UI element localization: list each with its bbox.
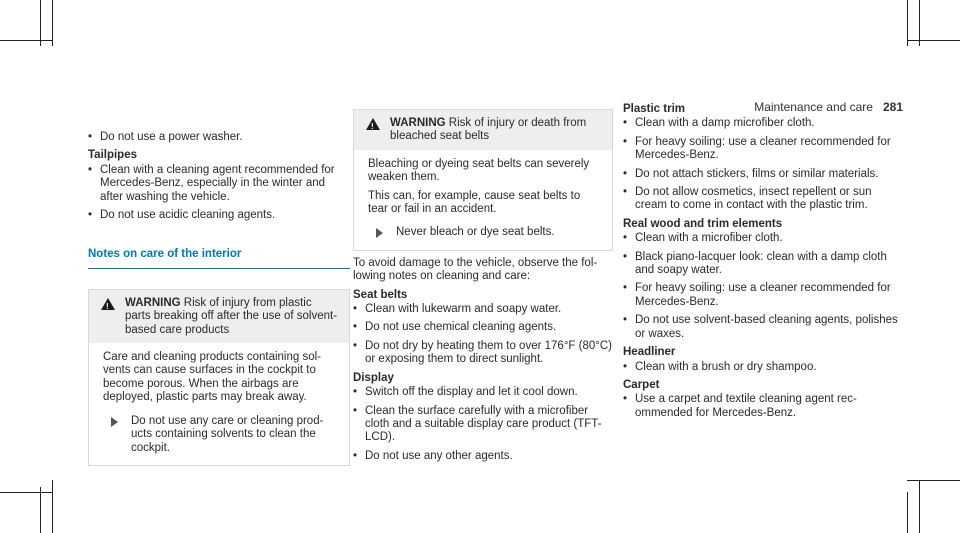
tailpipes-list <box>88 164 350 223</box>
warning-label: WARNING <box>125 296 181 309</box>
list-item: • Switch off the display and let it cool down. <box>353 386 613 399</box>
arrow-right-icon <box>111 417 118 427</box>
list-item: • Black piano-lacquer look: clean with a damp cloth and soapy water. <box>623 251 903 278</box>
warning-label: WARNING <box>390 117 446 129</box>
warning-header <box>354 110 612 150</box>
list-item: • Clean with a microfiber cloth. <box>623 232 903 245</box>
header-title: Maintenance and care <box>754 100 873 114</box>
list-item: • Do not allow cosmetics, insect repellent or sun cream to come in contact with the plastic trim. <box>623 186 903 213</box>
warning-text: This can, for example, cause seat belts to tear or fail in an accident. <box>368 189 581 216</box>
carpet-list <box>623 393 903 420</box>
column-1 <box>88 131 350 466</box>
wood-trim-list <box>623 232 903 341</box>
warning-title: Risk of injury from plastic parts breaking off after the use of solvent-based care products <box>125 296 338 336</box>
list-item: • Clean with a damp microfiber cloth. <box>623 117 903 130</box>
list-item: • For heavy soiling: use a cleaner recommended for Mercedes-Benz. <box>623 136 903 163</box>
carpet-heading: Carpet <box>623 378 660 391</box>
list-item: • Do not use a power washer. <box>88 131 350 144</box>
crop-mark <box>907 492 908 533</box>
warning-header <box>89 290 349 343</box>
display-heading: Display <box>353 371 394 384</box>
page-number: 281 <box>882 100 903 114</box>
warning-action <box>368 226 602 239</box>
section-title: Notes on care of the interior <box>88 248 242 261</box>
warning-icon: ! <box>101 298 115 310</box>
section-divider <box>88 268 350 269</box>
action-text: Never bleach or dye seat belts. <box>396 226 555 239</box>
warning-text: Care and cleaning products containing solvents can cause surfaces in the cockpit to become porous. When the airbags are deployed, plastic parts may break away. <box>103 351 322 404</box>
list-item: • Do not dry by heating them to over 176°F (80°C) or exposing them to direct sunlight. <box>353 340 613 367</box>
action-text: Do not use any care or cleaning products containing solvents to clean the cockpit. <box>131 414 324 454</box>
seat-belts-heading: Seat belts <box>353 288 408 301</box>
list-item: • Use a carpet and textile cleaning agent recommended for Mercedes-Benz. <box>623 393 903 420</box>
intro-text: To avoid damage to the vehicle, observe the following notes on cleaning and care: <box>353 256 598 283</box>
column-3 <box>623 103 903 425</box>
warning-box <box>353 109 613 251</box>
warning-icon: ! <box>366 118 380 130</box>
list-item: • Do not use acidic cleaning agents. <box>88 209 350 222</box>
list-item: • Do not attach stickers, films or similar materials. <box>623 168 903 181</box>
wood-trim-heading: Real wood and trim elements <box>623 217 783 230</box>
crop-mark <box>40 487 41 533</box>
headliner-list <box>623 361 903 374</box>
bullet-list <box>88 131 350 144</box>
display-list <box>353 386 613 463</box>
plastic-trim-list <box>623 117 903 212</box>
crop-mark <box>907 480 960 481</box>
list-item: • Do not use any other agents. <box>353 450 613 463</box>
crop-mark <box>919 480 920 533</box>
warning-body <box>89 343 349 465</box>
list-item: • Do not use chemical cleaning agents. <box>353 321 613 334</box>
column-2 <box>353 109 613 468</box>
arrow-right-icon <box>376 228 383 238</box>
tailpipes-heading: Tailpipes <box>88 149 137 162</box>
crop-mark <box>0 492 52 493</box>
list-item: • Clean with a cleaning agent recommended for Mercedes-Benz, especially in the winter and after washing the vehicle. <box>88 164 350 204</box>
headliner-heading: Headliner <box>623 346 676 359</box>
crop-mark <box>52 0 53 46</box>
warning-body <box>354 150 612 250</box>
warning-title: Risk of injury or death from bleached seat belts <box>390 117 587 143</box>
warning-text: Bleaching or dyeing seat belts can severely weaken them. <box>368 157 590 184</box>
seat-belts-list <box>353 303 613 367</box>
warning-action <box>103 415 339 455</box>
crop-mark <box>907 40 960 41</box>
list-item: • For heavy soiling: use a cleaner recommended for Mercedes-Benz. <box>623 282 903 309</box>
crop-mark <box>52 480 53 533</box>
list-item: • Clean with a brush or dry shampoo. <box>623 361 903 374</box>
plastic-trim-heading: Plastic trim <box>623 103 685 115</box>
warning-box <box>88 289 350 466</box>
crop-mark <box>0 40 52 41</box>
list-item: • Do not use solvent-based cleaning agents, polishes or waxes. <box>623 314 903 341</box>
list-item: • Clean the surface carefully with a microfiber cloth and a suitable display care product (TFT-LCD). <box>353 405 613 445</box>
list-item: • Clean with lukewarm and soapy water. <box>353 303 613 316</box>
